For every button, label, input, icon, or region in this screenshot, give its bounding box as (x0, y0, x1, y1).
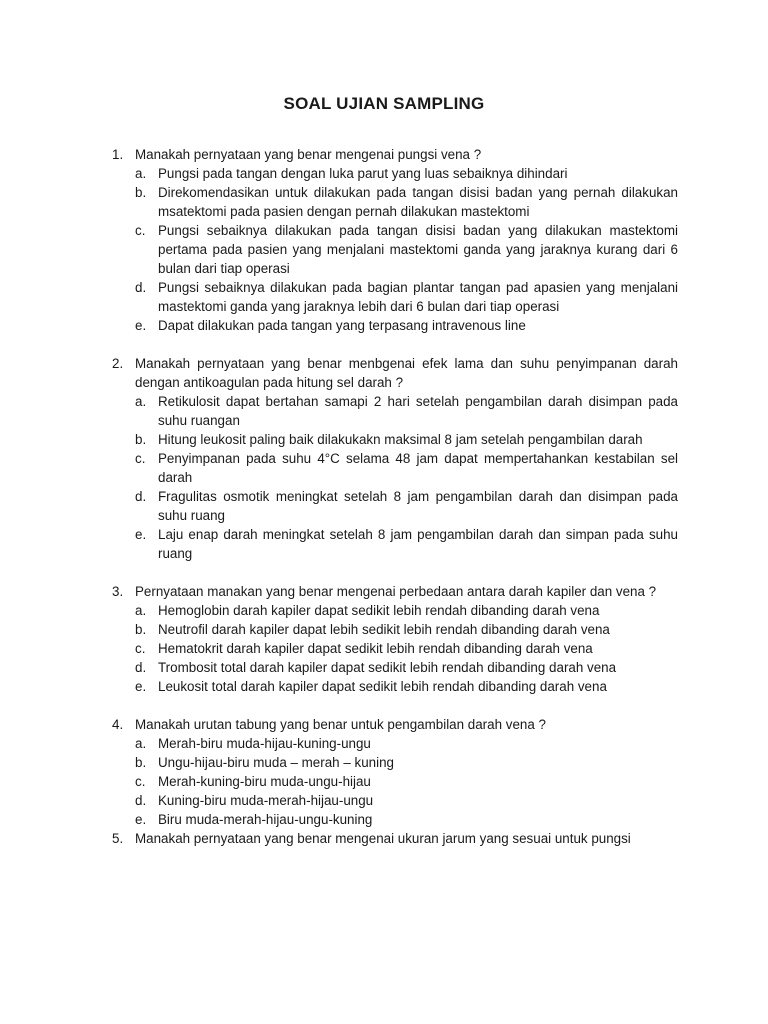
option-text: Pungsi sebaiknya dilakukan pada bagian plantar tangan pad apasien yang menjalani mastektomi ganda yang jaraknya lebih dari 6 bulan dari tiap operasi (158, 280, 678, 314)
answer-option (135, 772, 678, 791)
answer-option (135, 791, 678, 810)
question-text: Manakah pernyataan yang benar mengenai ukuran jarum yang sesuai untuk pungsi (135, 831, 631, 846)
option-letter: b. (135, 622, 147, 637)
answer-option (135, 753, 678, 772)
question-text: Manakah pernyataan yang benar mengenai pungsi vena ? (135, 147, 482, 162)
option-text: Fragulitas osmotik meningkat setelah 8 jam pengambilan darah dan disimpan pada suhu ruang (158, 489, 678, 523)
option-letter: a. (135, 603, 147, 618)
option-letter: e. (135, 527, 147, 542)
option-letter: e. (135, 318, 147, 333)
option-letter: b. (135, 185, 147, 200)
option-letter: c. (135, 774, 146, 789)
page-title: SOAL UJIAN SAMPLING (283, 94, 485, 113)
question-3 (112, 582, 678, 696)
option-text: Pungsi sebaiknya dilakukan pada tangan disisi badan yang dilakukan mastektomi pertama pada pasien yang menjalani mastektomi ganda yang jaraknya kurang dari 6 bulan dari tiap operasi (158, 223, 678, 276)
option-text: Hematokrit darah kapiler dapat sedikit lebih rendah dibanding darah vena (158, 641, 593, 656)
question-text: Manakah pernyataan yang benar menbgenai efek lama dan suhu penyimpanan darah dengan antikoagulan pada hitung sel darah ? (135, 356, 678, 390)
option-text: Pungsi pada tangan dengan luka parut yang luas sebaiknya dihindari (158, 166, 568, 181)
answer-option (135, 183, 678, 221)
answer-option (135, 601, 678, 620)
answer-option (135, 525, 678, 563)
answer-option (135, 316, 678, 335)
option-letter: a. (135, 394, 147, 409)
option-text: Penyimpanan pada suhu 4°C selama 48 jam dapat mempertahankan kestabilan sel darah (158, 451, 678, 485)
question-5 (112, 829, 678, 848)
option-letter: b. (135, 432, 147, 447)
answer-option (135, 430, 678, 449)
option-text: Leukosit total darah kapiler dapat sedikit lebih rendah dibanding darah vena (158, 679, 607, 694)
option-letter: d. (135, 793, 147, 808)
option-text: Merah-kuning-biru muda-ungu-hijau (158, 774, 371, 789)
option-text: Trombosit total darah kapiler dapat sedikit lebih rendah dibanding darah vena (158, 660, 617, 675)
option-text: Dapat dilakukan pada tangan yang terpasang intravenous line (158, 318, 526, 333)
option-text: Laju enap darah meningkat setelah 8 jam pengambilan darah dan simpan pada suhu ruang (158, 527, 678, 561)
answer-option (135, 658, 678, 677)
option-letter: d. (135, 660, 147, 675)
option-letter: d. (135, 489, 147, 504)
option-letter: e. (135, 679, 147, 694)
question-number: 3. (112, 584, 124, 599)
answer-option (135, 487, 678, 525)
question-text: Manakah urutan tabung yang benar untuk pengambilan darah vena ? (135, 717, 546, 732)
option-text: Biru muda-merah-hijau-ungu-kuning (158, 812, 373, 827)
answer-option (135, 392, 678, 430)
answer-option (135, 620, 678, 639)
option-text: Ungu-hijau-biru muda – merah – kuning (158, 755, 394, 770)
option-text: Direkomendasikan untuk dilakukan pada tangan disisi badan yang pernah dilakukan msatektomi pada pasien dengan pernah dilakukan mastektomi (158, 185, 678, 219)
question-number: 2. (112, 356, 124, 371)
answer-option (135, 278, 678, 316)
question-2 (112, 354, 678, 563)
question-list (112, 145, 678, 848)
option-text: Kuning-biru muda-merah-hijau-ungu (158, 793, 374, 808)
option-letter: a. (135, 736, 147, 751)
option-letter: b. (135, 755, 147, 770)
answer-option (135, 734, 678, 753)
option-text: Retikulosit dapat bertahan samapi 2 hari setelah pengambilan darah disimpan pada suhu ruangan (158, 394, 678, 428)
question-4 (112, 715, 678, 829)
option-text: Neutrofil darah kapiler dapat lebih sedikit lebih rendah dibanding darah vena (158, 622, 610, 637)
question-text: Pernyataan manakan yang benar mengenai perbedaan antara darah kapiler dan vena ? (135, 584, 657, 599)
question-number: 4. (112, 717, 124, 732)
answer-option (135, 221, 678, 278)
option-letter: c. (135, 451, 146, 466)
question-number: 1. (112, 147, 124, 162)
option-text: Hitung leukosit paling baik dilakukakn maksimal 8 jam setelah pengambilan darah (158, 432, 643, 447)
option-letter: e. (135, 812, 147, 827)
option-letter: c. (135, 641, 146, 656)
option-letter: d. (135, 280, 147, 295)
answer-option (135, 810, 678, 829)
option-letter: a. (135, 166, 147, 181)
question-number: 5. (112, 831, 124, 846)
answer-option (135, 677, 678, 696)
answer-option (135, 164, 678, 183)
question-1 (112, 145, 678, 335)
answer-option (135, 639, 678, 658)
option-letter: c. (135, 223, 146, 238)
option-text: Hemoglobin darah kapiler dapat sedikit lebih rendah dibanding darah vena (158, 603, 600, 618)
option-text: Merah-biru muda-hijau-kuning-ungu (158, 736, 371, 751)
answer-option (135, 449, 678, 487)
